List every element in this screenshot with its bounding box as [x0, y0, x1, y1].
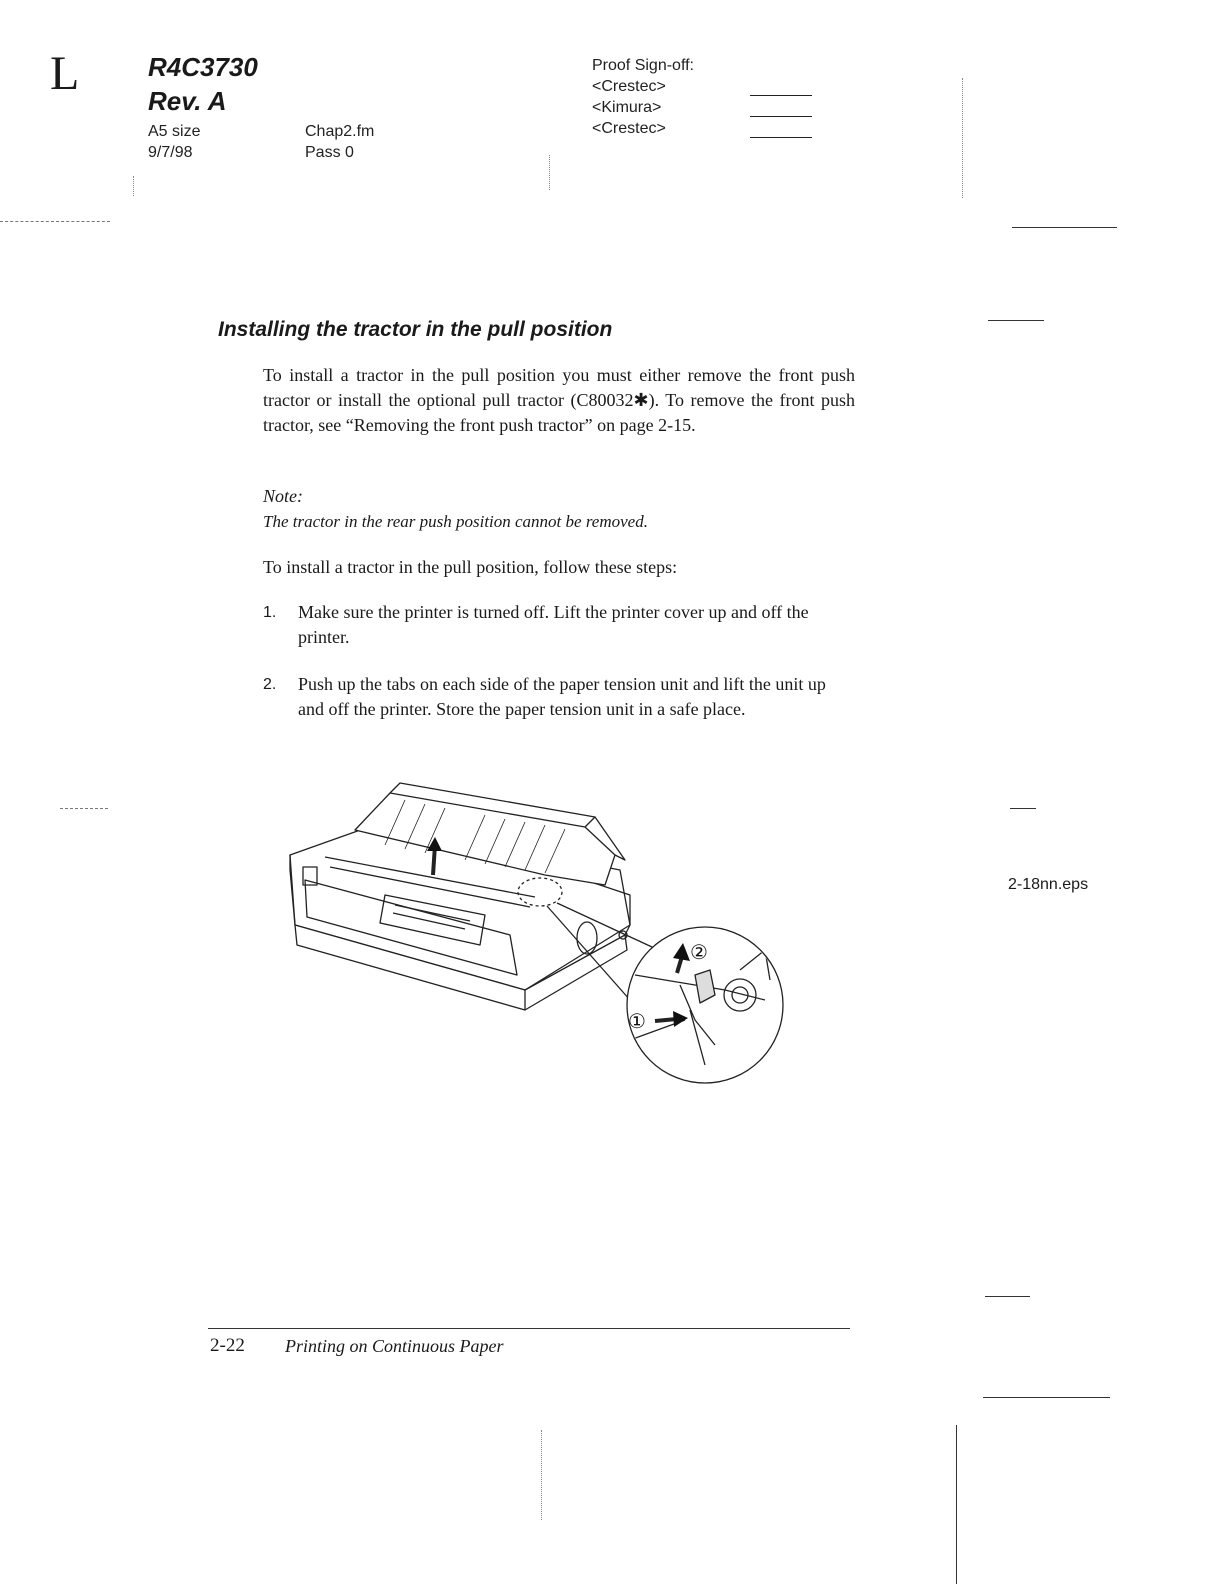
callout-two: ②: [690, 940, 708, 964]
signer-name: <Crestec>: [592, 120, 666, 137]
crop-mark: [133, 176, 134, 196]
section-heading: Installing the tractor in the pull position: [218, 318, 613, 341]
footer-rule: [208, 1328, 850, 1329]
intro-paragraph: To install a tractor in the pull position you must either remove the front push tractor or install the optional pull tractor (C80032✱). To remove the front push tractor, see “Removing the front push tractor” on page 2-15.: [263, 365, 855, 435]
signature-line: [750, 137, 812, 138]
crop-mark: [962, 78, 963, 198]
note-text: The tractor in the rear push position cannot be removed.: [263, 512, 648, 531]
crop-mark: [983, 1397, 1110, 1398]
crop-mark: [956, 1425, 957, 1584]
crop-mark: [0, 221, 110, 222]
crop-mark: [60, 808, 108, 809]
document-code: R4C3730: [148, 52, 258, 82]
signer-name: <Kimura>: [592, 99, 662, 116]
callout-one: ①: [628, 1009, 646, 1033]
running-title: Printing on Continuous Paper: [285, 1336, 504, 1356]
crop-mark: [541, 1430, 542, 1520]
pass-number: Pass 0: [305, 144, 354, 161]
step-text: Push up the tabs on each side of the paper tension unit and lift the unit up and off the printer. Store the paper tension unit in a safe place.: [298, 674, 826, 719]
signature-line: [750, 95, 812, 96]
steps-intro: To install a tractor in the pull position, follow these steps:: [263, 557, 678, 577]
figure-filename: 2-18nn.eps: [1008, 876, 1089, 893]
crop-mark: [988, 320, 1044, 321]
document-date: 9/7/98: [148, 144, 193, 161]
note-label: Note:: [263, 486, 303, 506]
crop-mark: [1010, 808, 1036, 809]
page-number: 2-22: [210, 1335, 245, 1356]
file-name: Chap2.fm: [305, 123, 375, 140]
document-revision: Rev. A: [148, 86, 227, 116]
proof-signoff-title: Proof Sign-off:: [592, 57, 694, 74]
paper-size: A5 size: [148, 123, 201, 140]
step-number: 2.: [263, 676, 277, 693]
crop-mark: [549, 155, 550, 190]
signature-line: [750, 116, 812, 117]
crop-mark: [985, 1296, 1030, 1297]
signer-name: <Crestec>: [592, 78, 666, 95]
step-number: 1.: [263, 604, 277, 621]
printer-illustration: [285, 775, 790, 1085]
corner-letter: L: [50, 47, 80, 100]
step-text: Make sure the printer is turned off. Lift the printer cover up and off the printer.: [298, 602, 809, 647]
crop-mark: [1012, 227, 1117, 228]
